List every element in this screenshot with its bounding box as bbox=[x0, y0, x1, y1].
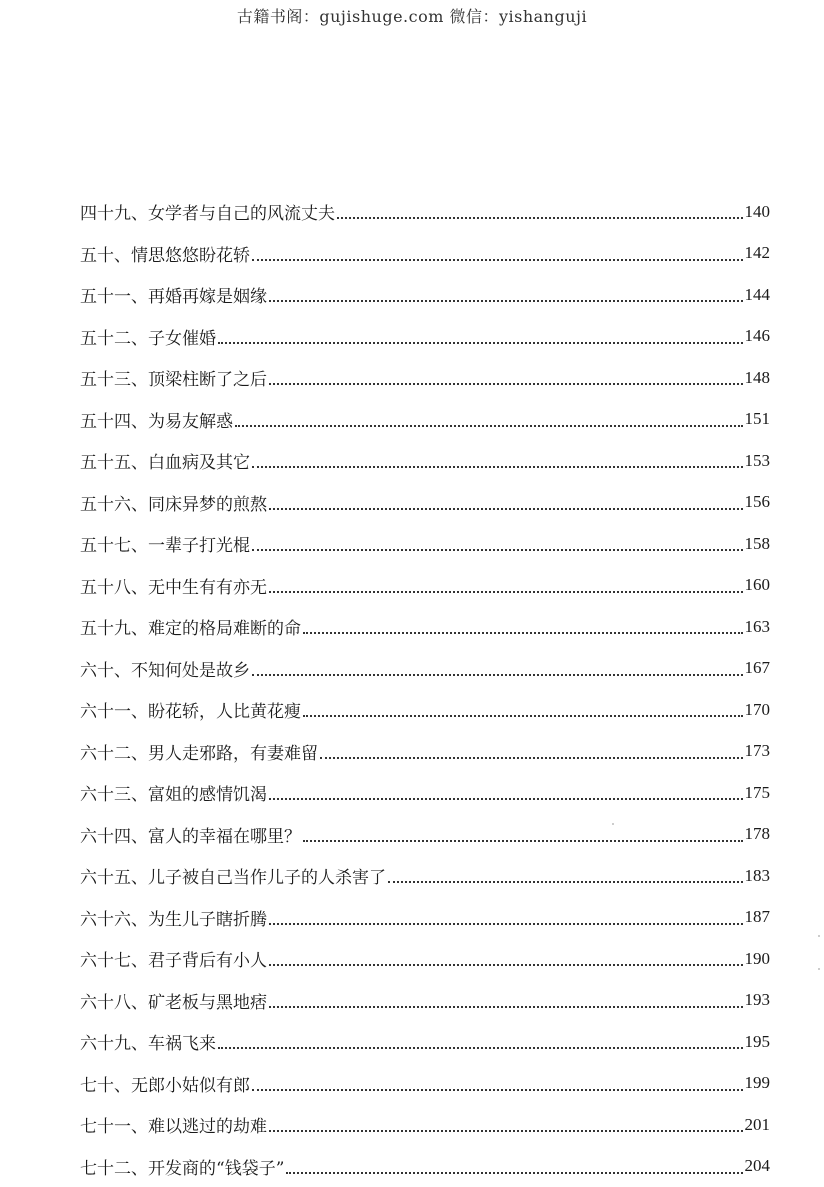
dot-leader bbox=[269, 1005, 743, 1008]
toc-entry-page-number: 199 bbox=[744, 1073, 770, 1093]
toc-entry-page-number: 158 bbox=[744, 533, 770, 553]
toc-entry-title: 六十一、盼花轿，人比黄花瘦 bbox=[80, 702, 301, 723]
dot-leader bbox=[286, 1171, 742, 1174]
toc-entry bbox=[80, 1063, 770, 1105]
dot-leader bbox=[252, 465, 743, 468]
toc-entry-title: 五十、情思悠悠盼花轿 bbox=[80, 245, 250, 266]
dot-leader bbox=[337, 216, 743, 219]
dot-leader bbox=[252, 258, 743, 261]
toc-entry bbox=[80, 440, 770, 482]
toc-entry-page-number: 148 bbox=[744, 367, 770, 387]
toc-entry bbox=[80, 399, 770, 441]
toc-entry-page-number: 190 bbox=[744, 948, 770, 968]
toc-entry-page-number: 144 bbox=[744, 284, 770, 304]
toc-entry-page-number: 142 bbox=[744, 243, 770, 263]
toc-entry bbox=[80, 772, 770, 814]
toc-entry-page-number: 175 bbox=[744, 782, 770, 802]
toc-entry bbox=[80, 648, 770, 690]
toc-entry bbox=[80, 731, 770, 773]
scan-speck bbox=[818, 968, 820, 970]
toc-entry-title: 五十二、子女催婚 bbox=[80, 328, 216, 349]
toc-entry-page-number: 187 bbox=[744, 907, 770, 927]
toc-entry-title: 七十二、开发商的“钱袋子” bbox=[80, 1158, 285, 1179]
watermark-header: 古籍书阁：gujishuge.com 微信：yishanguji bbox=[236, 7, 588, 26]
toc-entry-title: 五十五、白血病及其它 bbox=[80, 453, 250, 474]
toc-entry bbox=[80, 274, 770, 316]
dot-leader bbox=[303, 714, 743, 717]
dot-leader bbox=[269, 590, 743, 593]
dot-leader bbox=[269, 299, 743, 302]
toc-entry bbox=[80, 980, 770, 1022]
toc-entry bbox=[80, 814, 770, 856]
toc-entry bbox=[80, 357, 770, 399]
toc-entry bbox=[80, 565, 770, 607]
toc-entry-title: 六十二、男人走邪路，有妻难留 bbox=[80, 743, 318, 764]
dot-leader bbox=[218, 1046, 743, 1049]
toc-entry-title: 五十六、同床异梦的煎熬 bbox=[80, 494, 267, 515]
toc-entry-title: 七十、无郎小姑似有郎 bbox=[80, 1075, 250, 1096]
dot-leader bbox=[269, 507, 743, 510]
toc-entry-title: 五十八、无中生有有亦无 bbox=[80, 577, 267, 598]
toc-entry-title: 六十五、儿子被自己当作儿子的人杀害了 bbox=[80, 868, 386, 889]
toc-entry-page-number: 151 bbox=[744, 409, 770, 429]
toc-entry-title: 七十一、难以逃过的劫难 bbox=[80, 1117, 267, 1138]
toc-entry-page-number: 204 bbox=[744, 1156, 770, 1176]
toc-entry bbox=[80, 1021, 770, 1063]
dot-leader bbox=[269, 922, 743, 925]
scan-speck bbox=[818, 935, 820, 937]
toc-entry-page-number: 170 bbox=[744, 699, 770, 719]
dot-leader bbox=[269, 382, 743, 385]
toc-entry bbox=[80, 938, 770, 980]
toc-entry-title: 六十、不知何处是故乡 bbox=[80, 660, 250, 681]
toc-entry-title: 五十九、难定的格局难断的命 bbox=[80, 619, 301, 640]
toc-entry bbox=[80, 689, 770, 731]
toc-entry-title: 六十七、君子背后有小人 bbox=[80, 951, 267, 972]
toc-entry-page-number: 146 bbox=[744, 326, 770, 346]
toc-entry-page-number: 178 bbox=[744, 824, 770, 844]
toc-entry-page-number: 173 bbox=[744, 741, 770, 761]
toc-entry-title: 五十四、为易友解惑 bbox=[80, 411, 233, 432]
toc-entry bbox=[80, 897, 770, 939]
toc-entry-page-number: 201 bbox=[744, 1114, 770, 1134]
toc-entry bbox=[80, 316, 770, 358]
toc-entry-title: 四十九、女学者与自己的风流丈夫 bbox=[80, 204, 335, 225]
toc-entry-page-number: 183 bbox=[744, 865, 770, 885]
toc-entry-title: 六十三、富姐的感情饥渴 bbox=[80, 785, 267, 806]
dot-leader bbox=[218, 341, 743, 344]
dot-leader bbox=[303, 839, 743, 842]
dot-leader bbox=[388, 880, 743, 883]
dot-leader bbox=[320, 756, 743, 759]
dot-leader bbox=[269, 963, 743, 966]
toc-entry-title: 五十三、顶梁柱断了之后 bbox=[80, 370, 267, 391]
toc-entry-page-number: 163 bbox=[744, 616, 770, 636]
toc-entry-title: 五十一、再婚再嫁是姻缘 bbox=[80, 287, 267, 308]
dot-leader bbox=[303, 631, 743, 634]
toc-entry bbox=[80, 523, 770, 565]
dot-leader bbox=[269, 1129, 743, 1132]
dot-leader bbox=[269, 797, 743, 800]
dot-leader bbox=[252, 673, 743, 676]
toc-entry bbox=[80, 482, 770, 524]
dot-leader bbox=[252, 548, 743, 551]
toc-entry-page-number: 167 bbox=[744, 658, 770, 678]
toc-entry bbox=[80, 1146, 770, 1187]
dot-leader bbox=[235, 424, 743, 427]
dot-leader bbox=[252, 1088, 743, 1091]
toc-entry bbox=[80, 855, 770, 897]
toc-entry-title: 六十四、富人的幸福在哪里？ bbox=[80, 826, 301, 847]
toc-entry bbox=[80, 1104, 770, 1146]
toc-entry-page-number: 140 bbox=[744, 201, 770, 221]
table-of-contents bbox=[80, 191, 770, 1187]
toc-entry-title: 五十七、一辈子打光棍 bbox=[80, 536, 250, 557]
toc-entry-title: 六十八、矿老板与黑地痞 bbox=[80, 992, 267, 1013]
toc-entry-page-number: 195 bbox=[744, 1031, 770, 1051]
toc-entry-page-number: 160 bbox=[744, 575, 770, 595]
toc-entry-title: 六十六、为生儿子瞎折腾 bbox=[80, 909, 267, 930]
toc-entry bbox=[80, 233, 770, 275]
toc-entry-page-number: 193 bbox=[744, 990, 770, 1010]
toc-entry-page-number: 153 bbox=[744, 450, 770, 470]
toc-entry-page-number: 156 bbox=[744, 492, 770, 512]
toc-entry-title: 六十九、车祸飞来 bbox=[80, 1034, 216, 1055]
toc-entry bbox=[80, 606, 770, 648]
scan-speck bbox=[612, 823, 614, 825]
toc-entry bbox=[80, 191, 770, 233]
